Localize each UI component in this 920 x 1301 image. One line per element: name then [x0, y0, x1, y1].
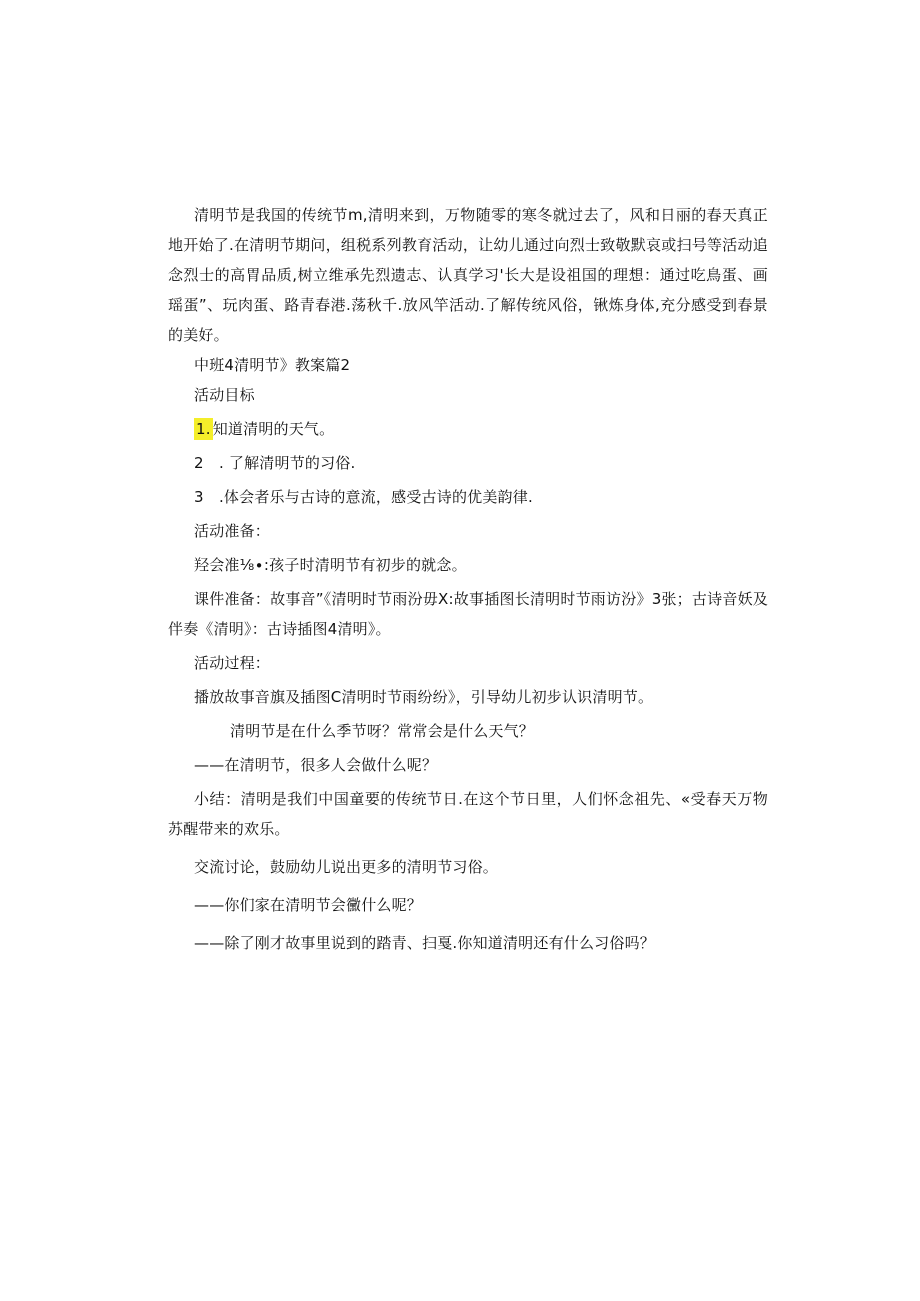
lesson-title: 中班4清明节》教案篇2 — [194, 356, 351, 374]
prep-knowledge: 羟会准⅛∙:孩子时清明节有初步的就念。 — [194, 556, 467, 574]
goal-text-2: . 了解清明节的习俗. — [214, 454, 356, 472]
question-3: ——你们家在清明节会黴什么呢？ — [194, 896, 423, 914]
prep-courseware: 课件准备：故事音”《清明时节雨汾毋X:故事插图长清明时节雨访汾》3张；古诗音妖及伴奏《清明》：古诗插图4清明》。 — [168, 590, 768, 638]
goal-number-2: 2 — [194, 454, 204, 472]
prep-heading: 活动准备： — [194, 522, 271, 540]
goal-item-3 — [168, 482, 768, 512]
summary-paragraph: 小结：清明是我们中国童要的传统节日.在这个节日里，人们怀念祖先、«受春天万物苏醒带来的欢乐。 — [168, 790, 768, 838]
discussion-step: 交流讨论，鼓励幼儿说出更多的清明节习俗。 — [194, 858, 499, 876]
goal-item-2 — [168, 448, 768, 478]
document-body — [168, 200, 768, 958]
question-4: ——除了刚才故事里说到的踏青、扫戛.你知道清明还有什么习俗吗？ — [194, 934, 655, 952]
goal-number-highlight: 1. — [196, 420, 211, 438]
process-step-1: 播放故事音旗及插图C清明时节雨纷纷》，引导幼儿初步认识清明节。 — [194, 688, 654, 706]
goal-item-1 — [168, 414, 768, 444]
intro-paragraph: 清明节是我国的传统节m,清明来到，万物随零的寒冬就过去了，风和日丽的春天真正地开始了.在清明节期问，组税系列教育活动，让幼儿通过向烈士致敬默哀或扫号等活动追念烈士的高胃品质,树立维承先烈遗志、认真学习'长大是设祖国的理想：通过吃鳥蛋、画瑶蛋”、玩肉蛋、路青春港.荡秋千.放风竿活动.了解传统风俗，锹炼身体,充分感受到春景的美好。 — [168, 206, 768, 344]
goals-heading: 活动目标 — [194, 386, 255, 404]
goal-number-3: 3 — [194, 488, 204, 506]
goal-text-3: .体会者乐与古诗的意流，感受古诗的优美韵律. — [214, 488, 533, 506]
goal-text-1: 知道清明的天气。 — [212, 420, 335, 438]
question-2: ——在清明节，很多人会做什么呢？ — [194, 756, 438, 774]
process-heading: 活动过程： — [194, 654, 271, 672]
question-1: 清明节是在什么季节呀？常常会是什么天气？ — [230, 722, 535, 740]
